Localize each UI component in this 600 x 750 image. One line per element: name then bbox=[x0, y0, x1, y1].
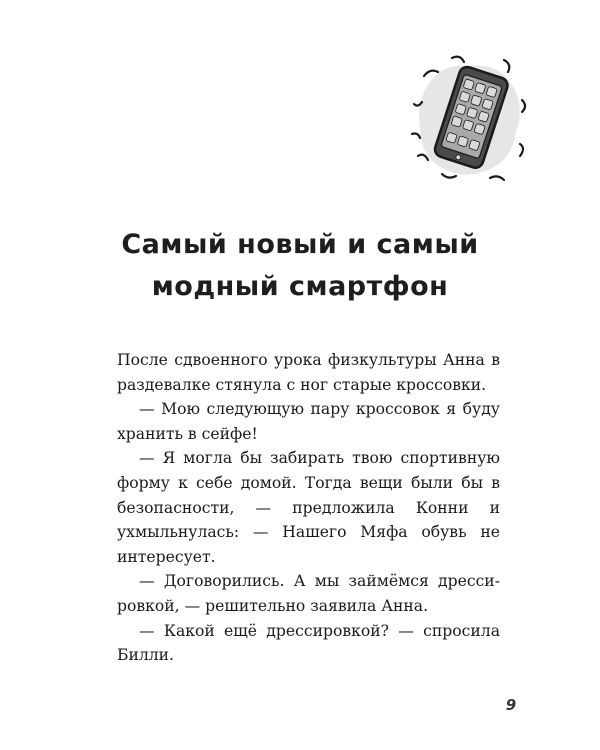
chapter-title bbox=[60, 224, 540, 308]
smartphone-illustration bbox=[408, 52, 530, 186]
chapter-title-line-2: модный смартфон bbox=[151, 271, 449, 302]
paragraph: После сдвоенного урока физкультуры Анна в раздевалке стянула с ног старые кроссовки. bbox=[117, 351, 500, 394]
chapter-title-line-1: Самый новый и самый bbox=[121, 229, 479, 260]
paragraph: — Мою следующую пару кроссовок я буду хранить в сейфе! bbox=[117, 400, 500, 443]
page-number: 9 bbox=[505, 696, 517, 714]
body-text bbox=[117, 348, 500, 668]
paragraph: — Я могла бы забирать твою спортивную форму к себе домой. Тогда вещи были бы в безопасности, — предложила Конни и ухмыльнулась: — Нашего Мяфа обувь не интересует. bbox=[117, 449, 500, 566]
paragraph: — Договорились. А мы займёмся дрессировкой, — решительно заявила Анна. bbox=[117, 572, 500, 615]
paragraph: — Какой ещё дрессировкой? — спросила Билли. bbox=[117, 621, 500, 665]
